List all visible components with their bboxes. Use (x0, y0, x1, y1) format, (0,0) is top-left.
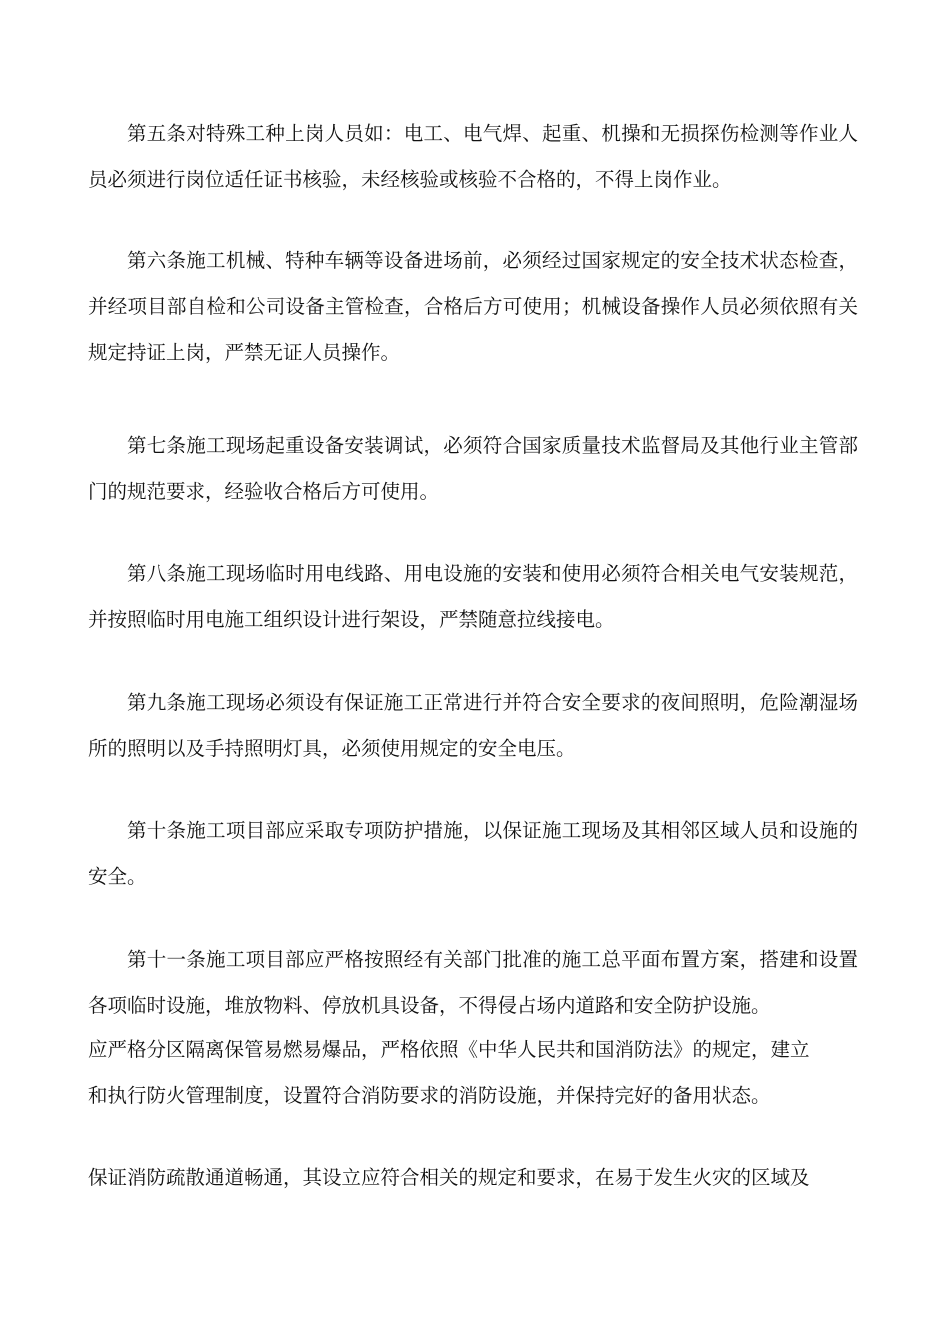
text-line-fire-management: 和执行防火管理制度，设置符合消防要求的消防设施，并保持完好的备用状态。 (88, 1084, 771, 1107)
paragraph-article-5: 第五条对特殊工种上岗人员如：电工、电气焊、起重、机操和无损探伤检测等作业人员必须进行岗位适任证书核验，未经核验或核验不合格的，不得上岗作业。 (88, 122, 858, 191)
paragraph-article-11: 第十一条施工项目部应严格按照经有关部门批准的施工总平面布置方案，搭建和设置各项临时设施，堆放物料、停放机具设备，不得侵占场内道路和安全防护设施。 (88, 948, 858, 1017)
paragraph-article-9: 第九条施工现场必须设有保证施工正常进行并符合安全要求的夜间照明，危险潮湿场所的照明以及手持照明灯具，必须使用规定的安全电压。 (88, 691, 858, 760)
paragraph-article-10: 第十条施工项目部应采取专项防护措施，以保证施工现场及其相邻区域人员和设施的安全。 (88, 819, 858, 888)
paragraph-article-6: 第六条施工机械、特种车辆等设备进场前，必须经过国家规定的安全技术状态检查，并经项目部自检和公司设备主管检查，合格后方可使用；机械设备操作人员必须依照有关规定持证上岗，严禁无证人员操作。 (88, 249, 858, 364)
text-line-fire-evacuation: 保证消防疏散通道畅通，其设立应符合相关的规定和要求，在易于发生火灾的区域及 (88, 1166, 810, 1189)
paragraph-article-7: 第七条施工现场起重设备安装调试，必须符合国家质量技术监督局及其他行业主管部门的规范要求，经验收合格后方可使用。 (88, 434, 858, 503)
text-line-fire-storage: 应严格分区隔离保管易燃易爆品，严格依照《中华人民共和国消防法》的规定，建立 (88, 1038, 810, 1061)
paragraph-article-8: 第八条施工现场临时用电线路、用电设施的安装和使用必须符合相关电气安装规范，并按照临时用电施工组织设计进行架设，严禁随意拉线接电。 (88, 562, 858, 631)
